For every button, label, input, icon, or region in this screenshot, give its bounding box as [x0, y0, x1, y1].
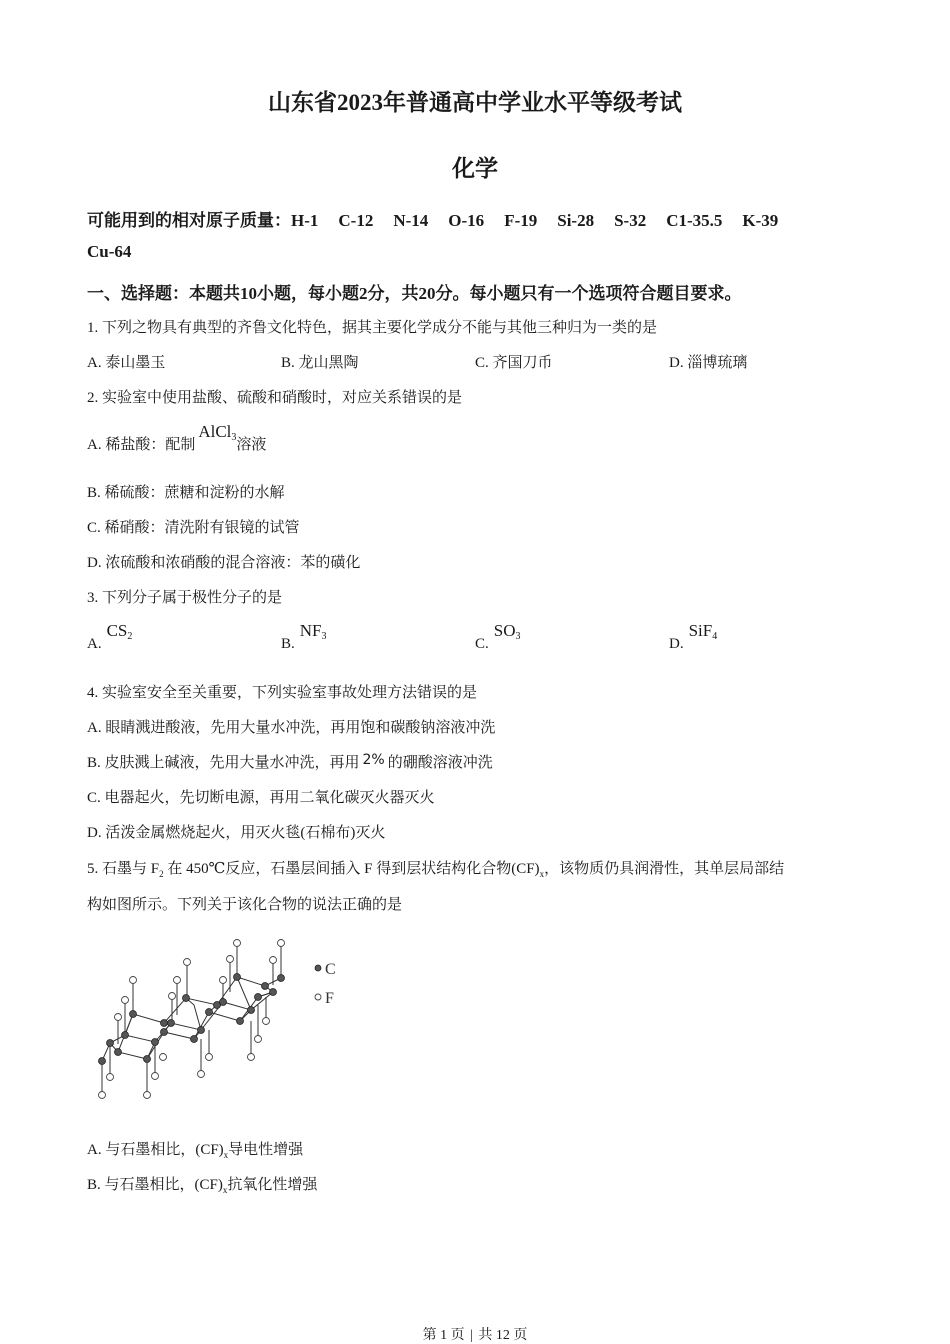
carbon-legend-icon	[315, 965, 321, 971]
q2-option-b: B. 稀硫酸：蔗糖和淀粉的水解	[87, 485, 285, 501]
fluorine-legend-icon	[315, 994, 321, 1000]
page-total: 共 12 页	[478, 1328, 528, 1343]
formula-nf3: $NF_3$	[299, 621, 327, 642]
q4-option-d: D. 活泼金属燃烧起火，用灭火毯(石棉布)灭火	[87, 825, 386, 841]
formula-sif4: SiF$_4$	[688, 621, 718, 642]
question-1-stem: 1. 下列之物具有典型的齐鲁文化特色，据其主要化学成分不能与其他三种归为一类的是	[87, 320, 658, 336]
atomic-masses-line	[87, 206, 778, 231]
question-2-stem: 2. 实验室中使用盐酸、硫酸和硝酸时，对应关系错误的是	[87, 390, 463, 406]
atomic-mass: Si-28	[557, 211, 595, 230]
q3-option-a: $A.CS_2$	[87, 621, 133, 652]
atomic-mass: H-1	[291, 211, 319, 230]
q2-option-c: C. 稀硝酸：清洗附有银镜的试管	[87, 520, 300, 536]
formula-so3: $SO_3$	[493, 621, 521, 642]
cf-structure-figure	[85, 930, 355, 1110]
subject-title: 化学	[452, 156, 498, 181]
q4-option-b: B. 皮肤溅上碱液，先用大量水冲洗，再用 2% 的硼酸溶液冲洗	[87, 752, 493, 771]
atomic-mass: S-32	[614, 211, 647, 230]
section-heading: 一、选择题：本题共10小题，每小题2分，共20分。每小题只有一个选项符合题目要求。	[87, 284, 742, 303]
question-4-stem: 4. 实验室安全至关重要，下列实验室事故处理方法错误的是	[87, 685, 478, 701]
q3-option-b: $B.NF_3$	[281, 621, 327, 652]
atomic-mass: C1-35.5	[666, 211, 723, 230]
q3-option-c: $C.SO_3$	[475, 621, 521, 652]
q2-option-d: D. 浓硫酸和浓硝酸的混合溶液：苯的磺化	[87, 555, 361, 571]
q4-option-c: C. 电器起火，先切断电源，再用二氧化碳灭火器灭火	[87, 790, 435, 806]
q1-option-b: B. 龙山黑陶	[281, 355, 359, 371]
q5-option-b: B. 与石墨相比，$(CF)_x$抗氧化性增强	[87, 1177, 318, 1195]
atomic-mass: F-19	[504, 211, 538, 230]
exam-title: 山东省2023年普通高中学业水平等级考试	[268, 90, 682, 115]
page-number: 第 1 页	[422, 1328, 465, 1343]
page-footer	[0, 1324, 950, 1344]
q5-option-a: A. 与石墨相比，$(CF)_x$导电性增强	[87, 1142, 304, 1160]
legend-c: C	[325, 961, 336, 978]
atomic-mass: O-16	[448, 211, 485, 230]
atomic-mass: C-12	[338, 211, 374, 230]
question-5-stem-line1: 5. 石墨与 $F_2$ 在 450℃反应，石墨层间插入 F 得到层状结构化合物$(CF)_x$，该物质仍具润滑性，其单层局部结	[87, 861, 785, 879]
atomic-masses-label: 可能用到的相对原子质量：	[87, 211, 291, 230]
q2-a-suffix: 溶液	[236, 437, 267, 453]
q4-option-a: A. 眼睛溅进酸液，先用大量水冲洗，再用饱和碳酸钠溶液冲洗	[87, 720, 496, 736]
question-5-stem-line2: 构如图所示。下列关于该化合物的说法正确的是	[87, 897, 403, 913]
question-3-stem: 3. 下列分子属于极性分子的是	[87, 590, 283, 606]
q1-option-d: D. 淄博琉璃	[669, 355, 748, 371]
cf-layer-diagram	[85, 930, 355, 1110]
formula-alcl3: AlCl$_3$	[198, 422, 237, 443]
q1-option-a: A. 泰山墨玉	[87, 355, 166, 371]
q3-option-d: D.SiF$_4$	[669, 621, 718, 652]
legend-f: F	[325, 990, 334, 1007]
atomic-mass-cu: Cu-64	[87, 242, 132, 261]
q1-option-c: C. 齐国刀币	[475, 355, 553, 371]
percent-2: 2%	[362, 752, 385, 768]
atomic-mass: N-14	[393, 211, 429, 230]
q2-option-a	[87, 422, 267, 455]
q2-a-prefix: A. 稀盐酸：配制	[87, 437, 196, 453]
formula-cs2: $CS_2$	[106, 621, 133, 642]
atomic-mass: K-39	[742, 211, 779, 230]
footer-separator: |	[470, 1328, 473, 1343]
